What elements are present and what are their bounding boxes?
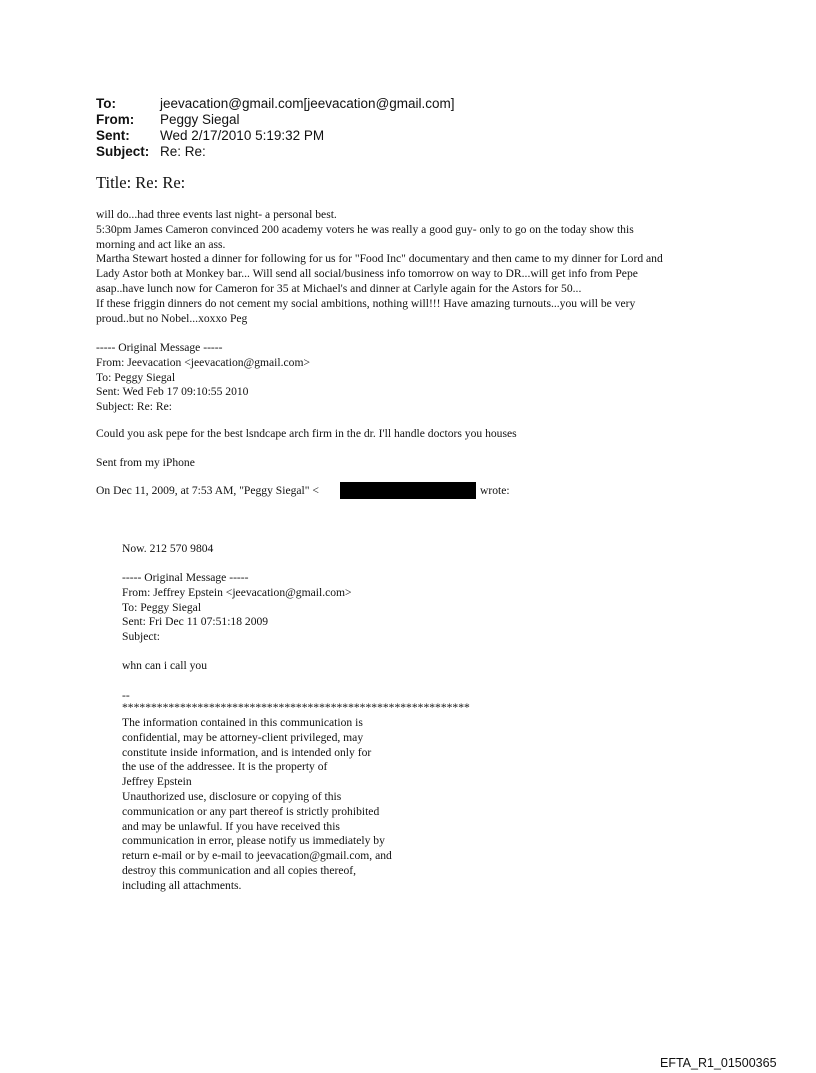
subject-value: Re: Re: [160,144,206,159]
header-from-row [96,112,455,128]
to-label: To: [96,96,116,111]
disclaimer-line: and may be unlawful. If you have received this [122,819,340,833]
sent-value: Wed 2/17/2010 5:19:32 PM [160,128,325,143]
body-line: 5:30pm James Cameron convinced 200 academy voters he was really a good guy- only to go on the today show this [96,222,634,236]
quoted-header-line: On Dec 11, 2009, at 7:53 AM, "Peggy Siegal" < [96,484,319,497]
body-line: If these friggin dinners do not cement my social ambitions, nothing will!!! Have amazing turnouts...you will be very [96,296,636,310]
disclaimer-line: return e-mail or by e-mail to jeevacation@gmail.com, and [122,849,392,863]
original-message-line: To: Peggy Siegal [122,600,202,614]
document-title: Title: Re: Re: [96,173,186,192]
disclaimer-line: destroy this communication and all copies thereof, [122,863,357,877]
body-line: Martha Stewart hosted a dinner for following for us for "Food Inc" documentary and then came to my dinner for Lord and [96,252,663,266]
disclaimer-line: confidential, may be attorney-client privileged, may [122,730,364,744]
disclaimer-line: communication or any part thereof is strictly prohibited [122,804,380,818]
to-value: jeevacation@gmail.com[jeevacation@gmail.com] [160,96,455,111]
from-label: From: [96,112,135,127]
document-id-footer: EFTA_R1_01500365 [660,1056,777,1070]
redaction-box [340,482,476,499]
original-message-line: ----- Original Message ----- [96,341,223,354]
original-message-2 [122,571,352,645]
original-message-line: Subject: [122,630,160,644]
body-line: asap..have lunch now for Cameron for 35 at Michael's and dinner at Carlyle again for the Astors for 50... [96,281,582,295]
subject-label: Subject: [96,144,150,159]
original-message-line: Subject: Re: Re: [96,400,172,414]
disclaimer-line: the use of the addressee. It is the property of [122,760,328,774]
phone-line: Now. 212 570 9804 [122,542,214,555]
original-message-line: ----- Original Message ----- [122,571,249,584]
disclaimer-line: Unauthorized use, disclosure or copying of this [122,789,342,803]
body-line: Lady Astor both at Monkey bar... Will send all social/business info tomorrow on way to DR...will get info from Pepe [96,267,638,281]
email-body [96,208,736,326]
from-value: Peggy Siegal [160,112,240,127]
body-line: proud..but no Nobel...xoxxo Peg [96,311,248,325]
disclaimer-block [122,716,452,894]
signature-stars: ************************************************************ [122,701,470,714]
original-message-line: To: Peggy Siegal [96,370,176,384]
header-sent-row [96,128,455,144]
disclaimer-line: communication in error, please notify us immediately by [122,834,385,848]
original-message-line: From: Jeevacation <jeevacation@gmail.com> [96,355,311,369]
disclaimer-line: Jeffrey Epstein [122,775,192,789]
email-header [96,96,455,160]
sent-label: Sent: [96,128,130,143]
wrote-label: wrote: [480,484,510,497]
body-line: will do...had three events last night- a personal best. [96,208,337,221]
original-message-1 [96,341,310,415]
header-to-row [96,96,455,112]
disclaimer-line: The information contained in this communication is [122,716,363,729]
original-message-line: Sent: Fri Dec 11 07:51:18 2009 [122,615,269,629]
signature-dash: -- [122,689,130,702]
sent-from-line: Sent from my iPhone [96,456,195,469]
header-subject-row [96,144,455,160]
disclaimer-line: constitute inside information, and is intended only for [122,745,372,759]
disclaimer-line: including all attachments. [122,878,242,892]
body-line: morning and act like an ass. [96,237,226,251]
original-message-line: From: Jeffrey Epstein <jeevacation@gmail.com> [122,585,352,599]
original-message-line: Sent: Wed Feb 17 09:10:55 2010 [96,385,249,399]
message-text: whn can i call you [122,659,207,672]
ask-line: Could you ask pepe for the best lsndcape arch firm in the dr. I'll handle doctors you houses [96,427,517,440]
